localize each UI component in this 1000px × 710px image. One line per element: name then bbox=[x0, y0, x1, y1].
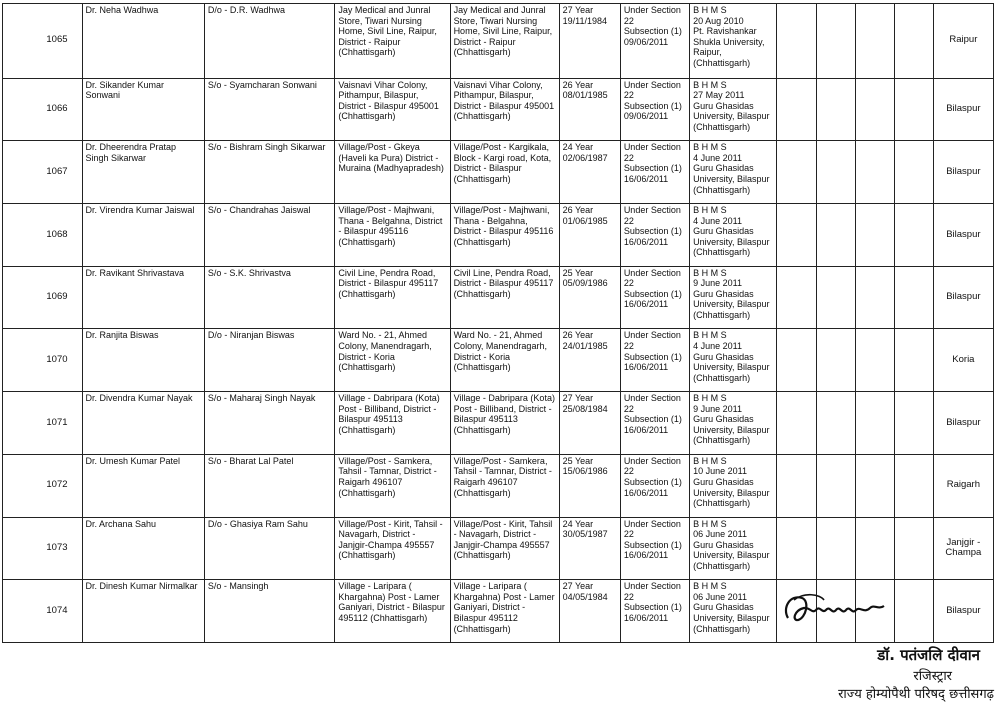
section: Under Section 22 bbox=[623, 267, 681, 289]
district: Raigarh bbox=[933, 454, 993, 517]
blank-cell bbox=[856, 141, 895, 204]
degree: B H M S bbox=[693, 204, 727, 215]
signature-scribble bbox=[780, 588, 890, 628]
reg-date: 09/06/2011 bbox=[623, 36, 669, 47]
registration-number: 1066 bbox=[3, 78, 83, 141]
blank-cell bbox=[816, 4, 856, 79]
subsection: Subsection (1) bbox=[623, 476, 682, 487]
age: 27 Year bbox=[562, 5, 594, 15]
age-dob-cell bbox=[559, 580, 620, 643]
registration-section-cell bbox=[620, 580, 689, 643]
permanent-address: Ward No. - 21, Ahmed Colony, Manendragarh, District - Koria (Chhattisgarh) bbox=[335, 329, 450, 392]
table-row bbox=[3, 454, 994, 517]
dob: 19/11/1984 bbox=[562, 15, 608, 26]
table-row bbox=[3, 329, 994, 392]
parent-name: S/o - Mansingh bbox=[204, 580, 335, 643]
degree: B H M S bbox=[693, 455, 727, 466]
subsection: Subsection (1) bbox=[623, 602, 682, 613]
present-address: Village/Post - Samkera, Tahsil - Tamnar, District - Raigarh 496107 (Chhattisgarh) bbox=[450, 454, 559, 517]
registration-number: 1070 bbox=[3, 329, 83, 392]
table-row bbox=[3, 203, 994, 266]
table-row bbox=[3, 266, 994, 329]
age-dob-cell bbox=[559, 203, 620, 266]
registration-section-cell bbox=[620, 78, 689, 141]
degree: B H M S bbox=[693, 393, 727, 404]
university: Guru Ghasidas University, Bilaspur (Chhattisgarh) bbox=[693, 100, 770, 132]
district: Janjgir - Champa bbox=[933, 517, 993, 580]
blank-cell bbox=[816, 266, 856, 329]
dob: 15/06/1986 bbox=[562, 466, 608, 477]
district: Bilaspur bbox=[933, 392, 993, 455]
registration-section-cell bbox=[620, 454, 689, 517]
blank-cell bbox=[895, 517, 934, 580]
section: Under Section 22 bbox=[623, 142, 681, 163]
practitioner-name: Dr. Sikander Kumar Sonwani bbox=[82, 78, 204, 141]
qualification-cell bbox=[690, 517, 777, 580]
blank-cell bbox=[816, 141, 856, 204]
registration-section-cell bbox=[620, 141, 689, 204]
dob: 01/06/1985 bbox=[562, 215, 608, 226]
degree-date: 27 May 2011 bbox=[693, 90, 745, 101]
parent-name: D/o - Niranjan Biswas bbox=[204, 329, 335, 392]
university: Guru Ghasidas University, Bilaspur (Chhattisgarh) bbox=[693, 476, 770, 509]
university: Guru Ghasidas University, Bilaspur (Chhattisgarh) bbox=[693, 226, 770, 258]
practitioner-name: Dr. Umesh Kumar Patel bbox=[82, 454, 204, 517]
signatory-name: डॉ. पतंजलि दीवान bbox=[877, 646, 980, 664]
blank-cell bbox=[895, 266, 934, 329]
blank-cell bbox=[895, 329, 934, 392]
practitioner-name: Dr. Neha Wadhwa bbox=[82, 4, 204, 79]
practitioner-name: Dr. Ravikant Shrivastava bbox=[82, 266, 204, 329]
present-address: Jay Medical and Junral Store, Tiwari Nursing Home, Sivil Line, Raipur, District - Raipur (Chhattisgarh) bbox=[450, 4, 559, 79]
dob: 04/05/1984 bbox=[562, 591, 608, 602]
university: Guru Ghasidas University, Bilaspur (Chhattisgarh) bbox=[693, 539, 770, 571]
blank-cell bbox=[816, 454, 856, 517]
registration-section-cell bbox=[620, 329, 689, 392]
table-row bbox=[3, 141, 994, 204]
permanent-address: Village/Post - Samkera, Tahsil - Tamnar, District - Raigarh 496107 (Chhattisgarh) bbox=[335, 454, 450, 517]
registration-number: 1074 bbox=[3, 580, 83, 643]
subsection: Subsection (1) bbox=[623, 539, 682, 550]
age-dob-cell bbox=[559, 141, 620, 204]
reg-date: 16/06/2011 bbox=[623, 174, 669, 185]
blank-cell bbox=[856, 266, 895, 329]
reg-date: 16/06/2011 bbox=[623, 236, 669, 247]
signatory-organization: राज्य होम्योपैथी परिषद् छत्तीसगढ़ bbox=[838, 687, 994, 702]
parent-name: S/o - Chandrahas Jaiswal bbox=[204, 203, 335, 266]
district: Bilaspur bbox=[933, 580, 993, 643]
blank-cell bbox=[895, 392, 934, 455]
degree: B H M S bbox=[693, 79, 727, 90]
blank-cell bbox=[816, 517, 856, 580]
qualification-cell bbox=[690, 141, 777, 204]
table-row bbox=[3, 78, 994, 141]
subsection: Subsection (1) bbox=[623, 26, 682, 37]
degree: B H M S bbox=[693, 267, 727, 278]
subsection: Subsection (1) bbox=[623, 288, 682, 299]
university: Guru Ghasidas University, Bilaspur (Chhattisgarh) bbox=[693, 163, 770, 195]
blank-cell bbox=[816, 203, 856, 266]
parent-name: S/o - Bishram Singh Sikarwar bbox=[204, 141, 335, 204]
permanent-address: Vaisnavi Vihar Colony, Pithampur, Bilaspur, District - Bilaspur 495001 (Chhattisgarh) bbox=[335, 78, 450, 141]
present-address: Ward No. - 21, Ahmed Colony, Manendragarh, District - Koria (Chhattisgarh) bbox=[450, 329, 559, 392]
blank-cell bbox=[856, 454, 895, 517]
blank-cell bbox=[856, 517, 895, 580]
section: Under Section 22 bbox=[623, 518, 681, 540]
qualification-cell bbox=[690, 78, 777, 141]
degree-date: 06 June 2011 bbox=[693, 529, 748, 540]
age-dob-cell bbox=[559, 392, 620, 455]
degree: B H M S bbox=[693, 5, 727, 15]
registration-number: 1071 bbox=[3, 392, 83, 455]
qualification-cell bbox=[690, 4, 777, 79]
signatory-title: रजिस्ट्रार bbox=[913, 669, 952, 684]
subsection: Subsection (1) bbox=[623, 414, 682, 425]
district: Bilaspur bbox=[933, 141, 993, 204]
university: Guru Ghasidas University, Bilaspur (Chhattisgarh) bbox=[693, 288, 770, 321]
present-address: Village - Laripara ( Khargahna) Post - Lamer Ganiyari, District - Bilaspur 495112 (Chhattisgarh) bbox=[450, 580, 559, 643]
section: Under Section 22 bbox=[623, 5, 681, 26]
registration-number: 1067 bbox=[3, 141, 83, 204]
blank-cell bbox=[856, 4, 895, 79]
practitioner-name: Dr. Archana Sahu bbox=[82, 517, 204, 580]
permanent-address: Village - Dabripara (Kota) Post - Billiband, District - Bilaspur 495113 (Chhattisgarh) bbox=[335, 392, 450, 455]
permanent-address: Village/Post - Majhwani, Thana - Belgahna, District - Bilaspur 495116 (Chhattisgarh) bbox=[335, 203, 450, 266]
section: Under Section 22 bbox=[623, 393, 681, 414]
blank-cell bbox=[856, 78, 895, 141]
permanent-address: Jay Medical and Junral Store, Tiwari Nursing Home, Sivil Line, Raipur, District - Raipur (Chhattisgarh) bbox=[335, 4, 450, 79]
practitioner-name: Dr. Divendra Kumar Nayak bbox=[82, 392, 204, 455]
present-address: Vaisnavi Vihar Colony, Pithampur, Bilaspur, District - Bilaspur 495001 (Chhattisgarh) bbox=[450, 78, 559, 141]
practitioner-name: Dr. Virendra Kumar Jaiswal bbox=[82, 203, 204, 266]
blank-cell bbox=[816, 329, 856, 392]
dob: 02/06/1987 bbox=[562, 152, 608, 163]
blank-cell bbox=[776, 392, 816, 455]
qualification-cell bbox=[690, 329, 777, 392]
age: 27 Year bbox=[562, 581, 594, 592]
age: 25 Year bbox=[562, 267, 594, 278]
degree-date: 20 Aug 2010 bbox=[693, 15, 744, 26]
age-dob-cell bbox=[559, 266, 620, 329]
present-address: Civil Line, Pendra Road, District - Bilaspur 495117 (Chhattisgarh) bbox=[450, 266, 559, 329]
blank-cell bbox=[776, 454, 816, 517]
degree-date: 4 June 2011 bbox=[693, 215, 743, 226]
dob: 25/08/1984 bbox=[562, 403, 608, 414]
district: Bilaspur bbox=[933, 203, 993, 266]
degree-date: 4 June 2011 bbox=[693, 340, 743, 351]
district: Koria bbox=[933, 329, 993, 392]
section: Under Section 22 bbox=[623, 581, 681, 602]
age-dob-cell bbox=[559, 4, 620, 79]
reg-date: 16/06/2011 bbox=[623, 299, 669, 310]
qualification-cell bbox=[690, 203, 777, 266]
degree: B H M S bbox=[693, 581, 727, 592]
age-dob-cell bbox=[559, 329, 620, 392]
subsection: Subsection (1) bbox=[623, 100, 682, 111]
reg-date: 16/06/2011 bbox=[623, 612, 669, 623]
registration-section-cell bbox=[620, 4, 689, 79]
blank-cell bbox=[776, 203, 816, 266]
age-dob-cell bbox=[559, 454, 620, 517]
practitioner-name: Dr. Ranjita Biswas bbox=[82, 329, 204, 392]
permanent-address: Village/Post - Gkeya (Haveli ka Pura) District - Muraina (Madhyapradesh) bbox=[335, 141, 450, 204]
qualification-cell bbox=[690, 392, 777, 455]
age: 26 Year bbox=[562, 79, 594, 90]
blank-cell bbox=[895, 203, 934, 266]
reg-date: 16/06/2011 bbox=[623, 550, 669, 561]
age: 24 Year bbox=[562, 142, 594, 153]
parent-name: D/o - D.R. Wadhwa bbox=[204, 4, 335, 79]
university: Pt. Ravishankar Shukla University, Raipur, (Chhattisgarh) bbox=[693, 26, 765, 68]
registration-number: 1072 bbox=[3, 454, 83, 517]
subsection: Subsection (1) bbox=[623, 351, 682, 362]
parent-name: S/o - Syamcharan Sonwani bbox=[204, 78, 335, 141]
blank-cell bbox=[895, 454, 934, 517]
blank-cell bbox=[776, 4, 816, 79]
reg-date: 16/06/2011 bbox=[623, 424, 669, 435]
registration-number: 1073 bbox=[3, 517, 83, 580]
registration-section-cell bbox=[620, 392, 689, 455]
dob: 08/01/1985 bbox=[562, 90, 608, 101]
table-row bbox=[3, 392, 994, 455]
reg-date: 16/06/2011 bbox=[623, 487, 669, 498]
subsection: Subsection (1) bbox=[623, 226, 682, 237]
qualification-cell bbox=[690, 266, 777, 329]
registration-number: 1065 bbox=[3, 4, 83, 79]
table-row bbox=[3, 517, 994, 580]
registration-table bbox=[2, 3, 994, 643]
table-row bbox=[3, 4, 994, 79]
registration-number: 1069 bbox=[3, 266, 83, 329]
blank-cell bbox=[776, 329, 816, 392]
degree: B H M S bbox=[693, 518, 727, 529]
present-address: Village/Post - Kirit, Tahsil - Navagarh, District - Janjgir-Champa 495557 (Chhattisgarh) bbox=[450, 517, 559, 580]
age-dob-cell bbox=[559, 517, 620, 580]
registration-section-cell bbox=[620, 266, 689, 329]
university: Guru Ghasidas University, Bilaspur (Chhattisgarh) bbox=[693, 602, 770, 634]
section: Under Section 22 bbox=[623, 455, 681, 477]
registration-section-cell bbox=[620, 517, 689, 580]
degree: B H M S bbox=[693, 330, 727, 341]
subsection: Subsection (1) bbox=[623, 163, 682, 174]
district: Raipur bbox=[933, 4, 993, 79]
qualification-cell bbox=[690, 580, 777, 643]
section: Under Section 22 bbox=[623, 330, 681, 351]
blank-cell bbox=[895, 78, 934, 141]
district: Bilaspur bbox=[933, 78, 993, 141]
degree: B H M S bbox=[693, 142, 727, 153]
permanent-address: Civil Line, Pendra Road, District - Bilaspur 495117 (Chhattisgarh) bbox=[335, 266, 450, 329]
blank-cell bbox=[856, 329, 895, 392]
present-address: Village - Dabripara (Kota) Post - Billiband, District - Bilaspur 495113 (Chhattisgarh) bbox=[450, 392, 559, 455]
parent-name: S/o - Maharaj Singh Nayak bbox=[204, 392, 335, 455]
blank-cell bbox=[776, 141, 816, 204]
blank-cell bbox=[776, 266, 816, 329]
age-dob-cell bbox=[559, 78, 620, 141]
blank-cell bbox=[816, 78, 856, 141]
blank-cell bbox=[895, 141, 934, 204]
district: Bilaspur bbox=[933, 266, 993, 329]
blank-cell bbox=[895, 4, 934, 79]
dob: 24/01/1985 bbox=[562, 340, 608, 351]
age: 25 Year bbox=[562, 455, 594, 466]
degree-date: 4 June 2011 bbox=[693, 152, 743, 163]
section: Under Section 22 bbox=[623, 79, 681, 101]
section: Under Section 22 bbox=[623, 204, 681, 226]
blank-cell bbox=[776, 78, 816, 141]
blank-cell bbox=[776, 517, 816, 580]
permanent-address: Village - Laripara ( Khargahna) Post - Lamer Ganiyari, District - Bilaspur 495112 (Chhattisgarh) bbox=[335, 580, 450, 643]
age: 24 Year bbox=[562, 518, 594, 529]
reg-date: 09/06/2011 bbox=[623, 111, 669, 122]
degree-date: 9 June 2011 bbox=[693, 278, 743, 289]
practitioner-name: Dr. Dheerendra Pratap Singh Sikarwar bbox=[82, 141, 204, 204]
degree-date: 10 June 2011 bbox=[693, 466, 748, 477]
blank-cell bbox=[816, 392, 856, 455]
present-address: Village/Post - Majhwani, Thana - Belgahna, District - Bilaspur 495116 (Chhattisgarh) bbox=[450, 203, 559, 266]
blank-cell bbox=[895, 580, 934, 643]
university: Guru Ghasidas University, Bilaspur (Chhattisgarh) bbox=[693, 414, 770, 446]
dob: 30/05/1987 bbox=[562, 529, 608, 540]
present-address: Village/Post - Kargikala, Block - Kargi road, Kota, District - Bilaspur (Chhattisgarh) bbox=[450, 141, 559, 204]
qualification-cell bbox=[690, 454, 777, 517]
registration-section-cell bbox=[620, 203, 689, 266]
parent-name: S/o - S.K. Shrivastva bbox=[204, 266, 335, 329]
reg-date: 16/06/2011 bbox=[623, 362, 669, 373]
degree-date: 06 June 2011 bbox=[693, 591, 748, 602]
blank-cell bbox=[856, 392, 895, 455]
permanent-address: Village/Post - Kirit, Tahsil - Navagarh, District - Janjgir-Champa 495557 (Chhattisgarh) bbox=[335, 517, 450, 580]
dob: 05/09/1986 bbox=[562, 278, 608, 289]
parent-name: D/o - Ghasiya Ram Sahu bbox=[204, 517, 335, 580]
blank-cell bbox=[856, 203, 895, 266]
parent-name: S/o - Bharat Lal Patel bbox=[204, 454, 335, 517]
age: 26 Year bbox=[562, 330, 594, 341]
practitioner-name: Dr. Dinesh Kumar Nirmalkar bbox=[82, 580, 204, 643]
age: 27 Year bbox=[562, 393, 594, 404]
age: 26 Year bbox=[562, 204, 594, 215]
registration-number: 1068 bbox=[3, 203, 83, 266]
university: Guru Ghasidas University, Bilaspur (Chhattisgarh) bbox=[693, 351, 770, 383]
degree-date: 9 June 2011 bbox=[693, 403, 743, 414]
